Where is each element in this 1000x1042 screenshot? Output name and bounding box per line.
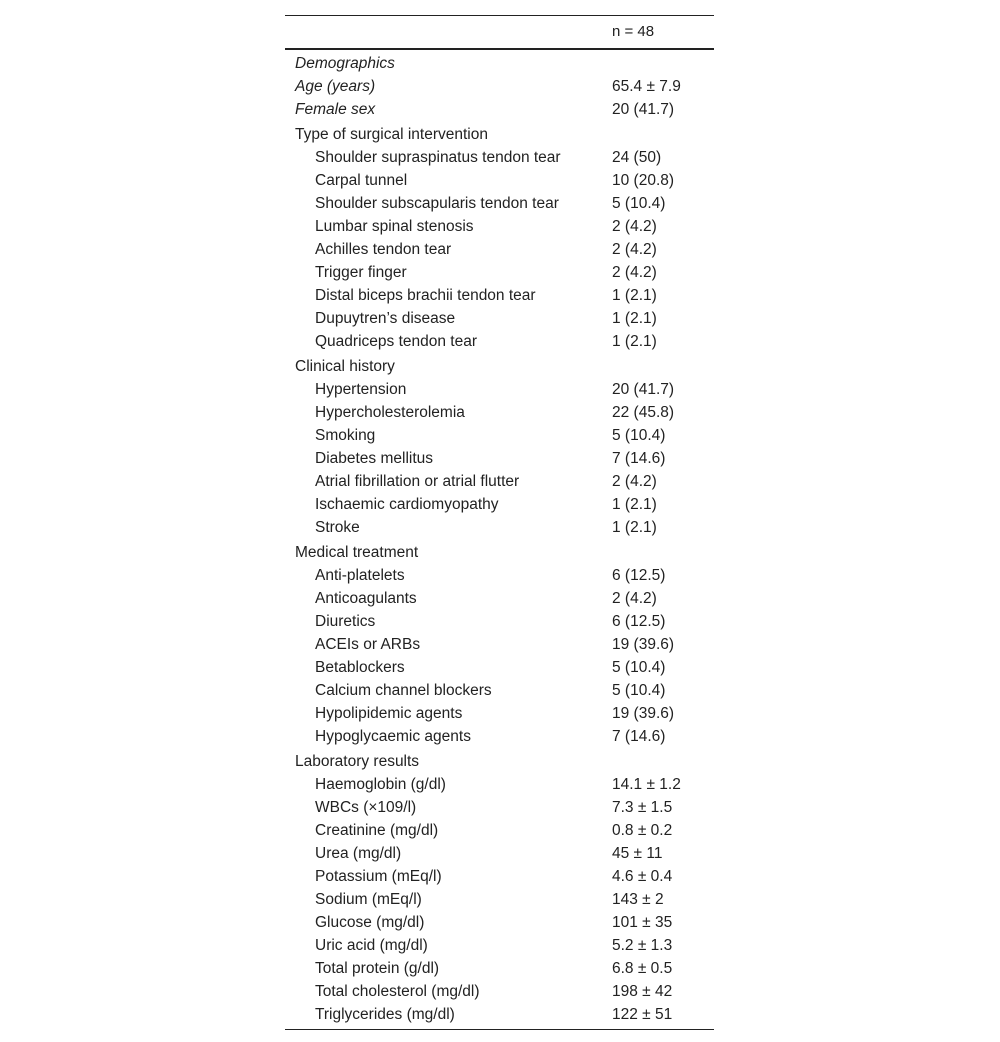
row-value: 24 (50) (612, 149, 662, 166)
table-row (285, 679, 714, 702)
row-label: Age (years) (295, 78, 376, 95)
section-label: Type of surgical intervention (295, 126, 488, 143)
row-value: 20 (41.7) (612, 381, 675, 398)
table-row (285, 261, 714, 284)
row-value: 198 ± 42 (612, 983, 673, 1000)
row-value: 7 (14.6) (612, 450, 666, 467)
row-value: 2 (4.2) (612, 264, 657, 281)
row-value: 2 (4.2) (612, 241, 657, 258)
row-value: 45 ± 11 (612, 845, 663, 862)
row-label: Sodium (mEq/l) (315, 891, 422, 908)
row-value: 5 (10.4) (612, 659, 666, 676)
row-label: Potassium (mEq/l) (315, 868, 442, 885)
section-label: Clinical history (295, 358, 395, 375)
row-value: 1 (2.1) (612, 310, 657, 327)
row-value: 2 (4.2) (612, 473, 657, 490)
table-row (285, 865, 714, 888)
row-label: Urea (mg/dl) (315, 845, 402, 862)
row-value: 22 (45.8) (612, 404, 675, 421)
row-value: 14.1 ± 1.2 (612, 776, 681, 793)
table-row (285, 633, 714, 656)
table-row (285, 447, 714, 470)
row-label: Haemoglobin (g/dl) (315, 776, 446, 793)
row-value: 7 (14.6) (612, 728, 666, 745)
row-label: Hypolipidemic agents (315, 705, 463, 722)
table-row (285, 146, 714, 169)
row-label: Atrial fibrillation or atrial flutter (315, 473, 520, 490)
row-label: Diuretics (315, 613, 376, 630)
baseline-characteristics-table (285, 15, 714, 1030)
row-label: Distal biceps brachii tendon tear (315, 287, 536, 304)
row-value: 65.4 ± 7.9 (612, 78, 681, 95)
section-title-clinical (285, 353, 714, 378)
table-row (285, 587, 714, 610)
row-label: Carpal tunnel (315, 172, 408, 189)
row-label: Calcium channel blockers (315, 682, 492, 699)
section-label: Demographics (295, 55, 395, 72)
row-value: 122 ± 51 (612, 1006, 673, 1023)
row-value: 1 (2.1) (612, 333, 657, 350)
table-row (285, 796, 714, 819)
row-label: Triglycerides (mg/dl) (315, 1006, 455, 1023)
row-value: 101 ± 35 (612, 914, 673, 931)
row-label: Uric acid (mg/dl) (315, 937, 428, 954)
row-label: Quadriceps tendon tear (315, 333, 477, 350)
table-row (285, 470, 714, 493)
table-row (285, 934, 714, 957)
table-body (285, 50, 714, 1029)
row-label: Achilles tendon tear (315, 241, 452, 258)
row-value: 143 ± 2 (612, 891, 664, 908)
treatment-rows (285, 564, 714, 748)
table-row (285, 725, 714, 748)
table-row (285, 192, 714, 215)
section-label: Laboratory results (295, 753, 420, 770)
row-label: Hypoglycaemic agents (315, 728, 471, 745)
row-value: 10 (20.8) (612, 172, 675, 189)
row-value: 1 (2.1) (612, 519, 657, 536)
row-label: ACEIs or ARBs (315, 636, 421, 653)
table-row (285, 516, 714, 539)
row-label: Glucose (mg/dl) (315, 914, 425, 931)
table-row (285, 888, 714, 911)
row-label: Shoulder supraspinatus tendon tear (315, 149, 561, 166)
row-value: 4.6 ± 0.4 (612, 868, 673, 885)
table-row (285, 911, 714, 934)
table-row (285, 238, 714, 261)
table-row (285, 702, 714, 725)
table-row (285, 610, 714, 633)
table-header-row (285, 16, 714, 48)
row-value: 20 (41.7) (612, 101, 675, 118)
table-row (285, 819, 714, 842)
table-row (285, 169, 714, 192)
table-row (285, 75, 714, 98)
labs-rows (285, 773, 714, 1026)
table-row (285, 980, 714, 1003)
row-value: 1 (2.1) (612, 287, 657, 304)
row-value: 5 (10.4) (612, 195, 666, 212)
row-value: 5 (10.4) (612, 427, 666, 444)
section-title-demographics (285, 52, 714, 75)
row-label: Trigger finger (315, 264, 407, 281)
clinical-rows (285, 378, 714, 539)
row-label: Smoking (315, 427, 376, 444)
table-row (285, 842, 714, 865)
row-label: Creatinine (mg/dl) (315, 822, 439, 839)
table-row (285, 564, 714, 587)
row-label: Total protein (g/dl) (315, 960, 440, 977)
row-value: 6 (12.5) (612, 567, 666, 584)
row-value: 1 (2.1) (612, 496, 657, 513)
row-label: Dupuytren’s disease (315, 310, 456, 327)
table-row (285, 957, 714, 980)
surgery-rows (285, 146, 714, 353)
row-label: Stroke (315, 519, 360, 536)
section-title-treatment (285, 539, 714, 564)
table-bottom-rule (285, 1029, 714, 1030)
row-value: 5.2 ± 1.3 (612, 937, 673, 954)
row-value: 7.3 ± 1.5 (612, 799, 673, 816)
table-row (285, 401, 714, 424)
row-value: 6.8 ± 0.5 (612, 960, 673, 977)
row-label: Anti-platelets (315, 567, 405, 584)
row-label: Total cholesterol (mg/dl) (315, 983, 480, 1000)
table-row (285, 424, 714, 447)
row-label: Betablockers (315, 659, 405, 676)
table-row (285, 493, 714, 516)
table-row (285, 330, 714, 353)
header-sample-size: n = 48 (612, 23, 655, 40)
row-value: 6 (12.5) (612, 613, 666, 630)
row-value: 19 (39.6) (612, 636, 675, 653)
row-value: 5 (10.4) (612, 682, 666, 699)
row-value: 19 (39.6) (612, 705, 675, 722)
section-title-surgery (285, 121, 714, 146)
row-label: Shoulder subscapularis tendon tear (315, 195, 559, 212)
row-label: WBCs (×109/l) (315, 799, 417, 816)
row-label: Anticoagulants (315, 590, 417, 607)
row-label: Lumbar spinal stenosis (315, 218, 474, 235)
table-row (285, 284, 714, 307)
row-value: 2 (4.2) (612, 218, 657, 235)
table-row (285, 98, 714, 121)
table-row (285, 215, 714, 238)
section-title-labs (285, 748, 714, 773)
row-label: Hypercholesterolemia (315, 404, 465, 421)
table-row (285, 773, 714, 796)
table-row (285, 656, 714, 679)
row-label: Diabetes mellitus (315, 450, 434, 467)
table-row (285, 1003, 714, 1026)
row-label: Female sex (295, 101, 376, 118)
row-label: Ischaemic cardiomyopathy (315, 496, 499, 513)
row-value: 2 (4.2) (612, 590, 657, 607)
row-label: Hypertension (315, 381, 407, 398)
section-label: Medical treatment (295, 544, 419, 561)
table-row (285, 307, 714, 330)
table-row (285, 378, 714, 401)
row-value: 0.8 ± 0.2 (612, 822, 673, 839)
